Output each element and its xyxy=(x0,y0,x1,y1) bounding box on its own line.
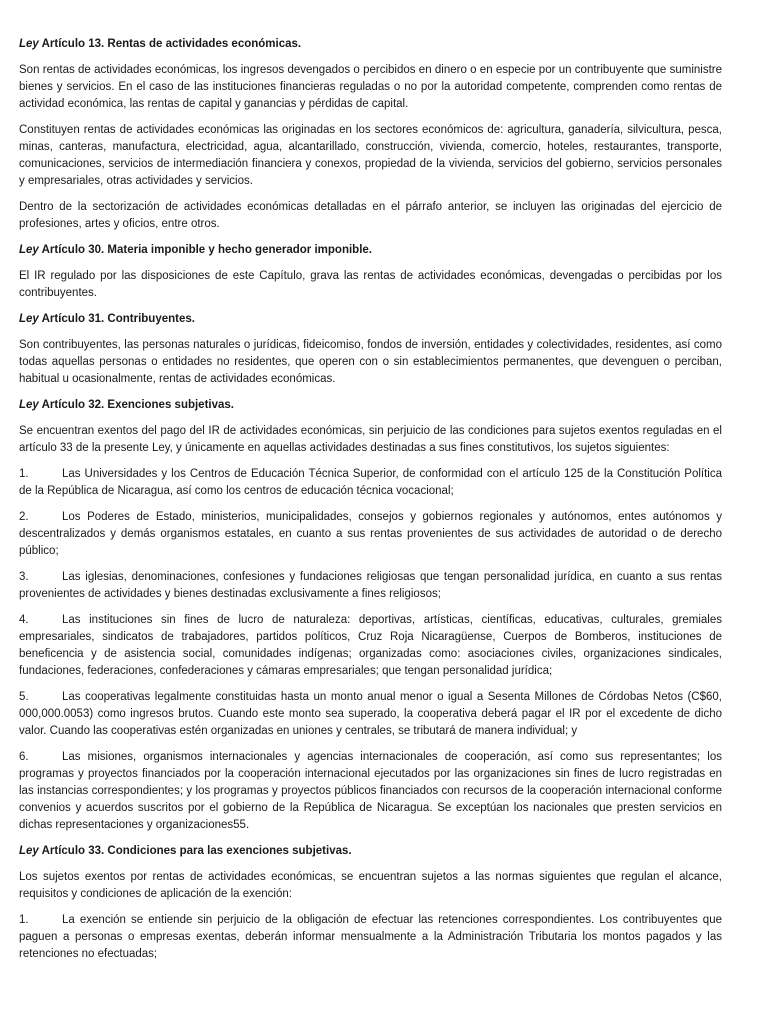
article-32-item-3 xyxy=(19,569,722,603)
article-33-paragraph-1: Los sujetos exentos por rentas de actividades económicas, se encuentran sujetos a las normas siguientes que regulan el alcance, requisitos y condiciones de aplicación de la exención: xyxy=(19,871,722,900)
ley-label: Ley xyxy=(19,399,39,411)
article-32-paragraph-1: Se encuentran exentos del pago del IR de actividades económicas, sin perjuicio de las condiciones para sujetos exentos reguladas en el artículo 33 de la presente Ley, y únicamente en aquellas actividades destinadas a sus fines constitutivos, los sujetos siguientes: xyxy=(19,425,722,454)
item-text: Las misiones, organismos internacionales y agencias internacionales de cooperación, así como sus representantes; los programas y proyectos financiados por la cooperación internacional ejecutados por las organizaciones sin fines de lucro registradas en las instancias correspondientes; y los programas y proyectos públicos financiados con recursos de la cooperación internacional conforme convenios y acuerdos suscritos por el gobierno de la República de Nicaragua. Se exceptúan los nacionales que presten servicios en dichas representaciones y organizaciones55. xyxy=(19,751,722,831)
item-text: Las Universidades y los Centros de Educación Técnica Superior, de conformidad con el artículo 125 de la Constitución Política de la República de Nicaragua, así como los centros de educación técnica vocacional; xyxy=(19,468,722,497)
article-title: Artículo 13. Rentas de actividades económicas. xyxy=(41,38,302,50)
article-32-heading xyxy=(19,397,722,414)
article-title: Artículo 31. Contribuyentes. xyxy=(41,313,195,325)
item-number: 1. xyxy=(19,468,29,480)
article-title: Artículo 33. Condiciones para las exenciones subjetivas. xyxy=(41,845,352,857)
article-32-item-6 xyxy=(19,749,722,834)
item-text: La exención se entiende sin perjuicio de la obligación de efectuar las retenciones correspondientes. Los contribuyentes que paguen a personas o empresas exentas, deberán informar mensualmente a la Administración Tributaria los montos pagados y las retenciones no efectuadas; xyxy=(19,914,722,960)
item-number: 6. xyxy=(19,751,29,763)
item-text: Los Poderes de Estado, ministerios, municipalidades, consejos y gobiernos regionales y autónomos, entes autónomos y descentralizados y demás organismos estatales, en cuanto a sus rentas provenientes de sus actividades de autoridad o de derecho público; xyxy=(19,511,722,557)
article-title: Artículo 32. Exenciones subjetivas. xyxy=(41,399,234,411)
article-title: Artículo 30. Materia imponible y hecho generador imponible. xyxy=(41,244,372,256)
ley-label: Ley xyxy=(19,313,39,325)
item-number: 2. xyxy=(19,511,29,523)
article-31-heading xyxy=(19,311,722,328)
article-32-item-5 xyxy=(19,689,722,740)
item-number: 4. xyxy=(19,614,29,626)
item-number: 5. xyxy=(19,691,29,703)
article-31-paragraph-1: Son contribuyentes, las personas naturales o jurídicas, fideicomiso, fondos de inversión, entidades y colectividades, residentes, así como todas aquellas personas o entidades no residentes, que operen con o sin establecimientos permanentes, que devenguen o perciban, habitual u ocasionalmente, rentas de actividades económicas. xyxy=(19,339,722,385)
item-number: 3. xyxy=(19,571,29,583)
article-32-item-4 xyxy=(19,612,722,680)
article-33-item-1 xyxy=(19,912,722,963)
item-text: Las iglesias, denominaciones, confesiones y fundaciones religiosas que tengan personalidad jurídica, en cuanto a sus rentas provenientes de actividades y bienes destinadas exclusivamente a fines religiosos; xyxy=(19,571,722,600)
article-32-item-2 xyxy=(19,509,722,560)
article-13-paragraph-3: Dentro de la sectorización de actividades económicas detalladas en el párrafo anterior, se incluyen las originadas del ejercicio de profesiones, artes y oficios, entre otros. xyxy=(19,201,722,230)
article-30-paragraph-1: El IR regulado por las disposiciones de este Capítulo, grava las rentas de actividades económicas, devengadas o percibidas por los contribuyentes. xyxy=(19,270,722,299)
article-30-heading xyxy=(19,242,722,259)
article-32-item-1 xyxy=(19,466,722,500)
item-number: 1. xyxy=(19,914,29,926)
item-text: Las cooperativas legalmente constituidas hasta un monto anual menor o igual a Sesenta Millones de Córdobas Netos (C$60, 000,000.0053) como ingresos brutos. Cuando este monto sea superado, la cooperativa deberá pagar el IR por el excedente de dicho valor. Cuando las cooperativas estén organizadas en uniones y centrales, se tributará de manera individual; y xyxy=(19,691,722,737)
article-13-heading xyxy=(19,36,722,53)
ley-label: Ley xyxy=(19,845,39,857)
item-text: Las instituciones sin fines de lucro de naturaleza: deportivas, artísticas, científicas, educativas, culturales, gremiales empresariales, sindicatos de trabajadores, partidos políticos, Cruz Roja Nicaragüense, Cuerpos de Bomberos, instituciones de beneficencia y de asistencia social, comunidades indígenas; organizadas como: asociaciones civiles, organizaciones sindicales, fundaciones, federaciones, confederaciones y cámaras empresariales; que tengan personalidad jurídica; xyxy=(19,614,722,677)
ley-label: Ley xyxy=(19,38,39,50)
article-13-paragraph-1: Son rentas de actividades económicas, los ingresos devengados o percibidos en dinero o en especie por un contribuyente que suministre bienes y servicios. En el caso de las instituciones financieras reguladas o no por la autoridad competente, comprenden como rentas de actividad económica, las rentas de capital y ganancias y pérdidas de capital. xyxy=(19,64,722,110)
article-13-paragraph-2: Constituyen rentas de actividades económicas las originadas en los sectores económicos de: agricultura, ganadería, silvicultura, pesca, minas, canteras, manufactura, electricidad, agua, alcantarillado, construcción, vivienda, comercio, hoteles, restaurantes, transporte, comunicaciones, servicios de intermediación financiera y conexos, propiedad de la vivienda, servicios del gobierno, servicios personales y empresariales, otras actividades y servicios. xyxy=(19,124,722,187)
ley-label: Ley xyxy=(19,244,39,256)
article-33-heading xyxy=(19,843,722,860)
